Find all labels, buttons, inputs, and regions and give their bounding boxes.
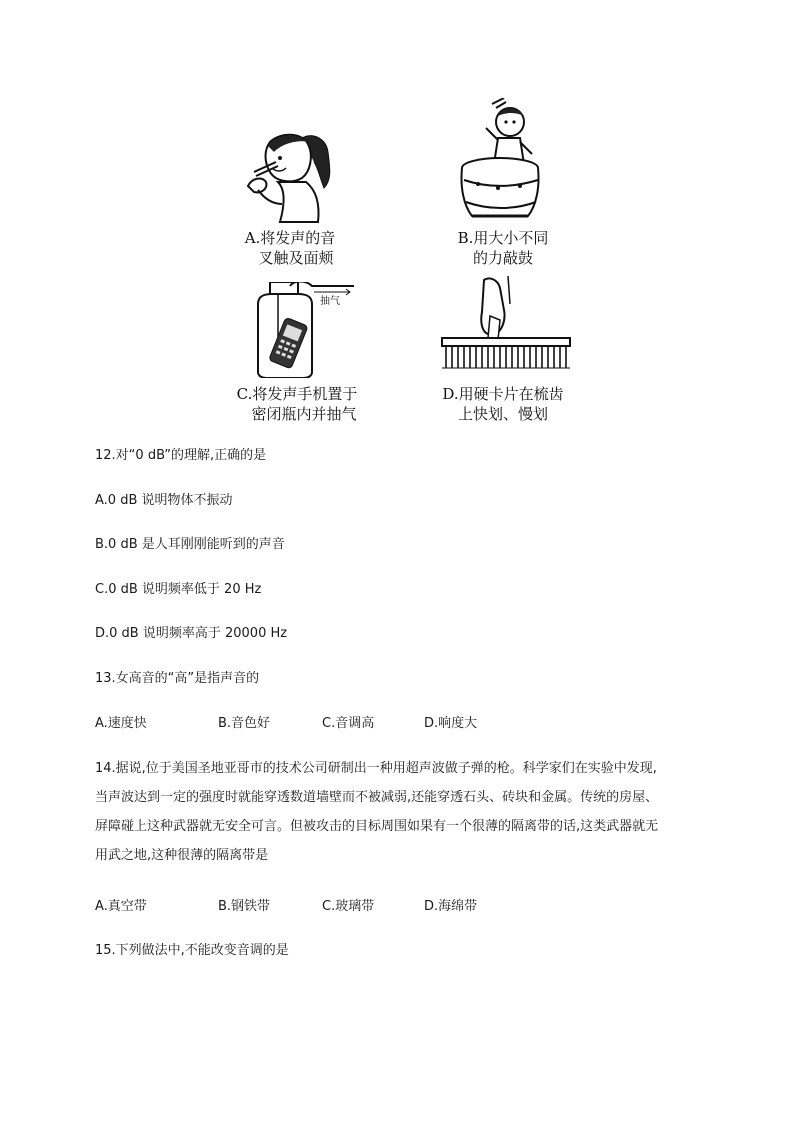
q14-line-3: 屏障碰上这种武器就无安全可言。但被攻击的目标周围如果有一个很薄的隔离带的话,这类武器就无 [95,819,659,834]
figure-c-caption: C.将发声手机置于 密闭瓶内并抽气 [236,385,358,423]
q14-stem [95,754,705,870]
q14-option-a[interactable]: A.真空带 [95,899,147,914]
figure-a-caption: A.将发声的音 叉触及面颊 [244,229,336,267]
q13-option-d[interactable]: D.响度大 [424,716,478,731]
q13-stem: 13.女高音的“高”是指声音的 [95,671,260,686]
q13-option-a[interactable]: A.速度快 [95,716,147,731]
q14-option-d[interactable]: D.海绵带 [424,899,478,914]
figure-b-boy-drum [458,98,548,224]
figure-b-caption: B.用大小不同 的力敲鼓 [457,229,549,267]
q14-line-4: 用武之地,这种很薄的隔离带是 [95,848,269,863]
q13-option-b[interactable]: B.音色好 [218,716,271,731]
q12-option-b[interactable]: B.0 dB 是人耳刚刚能听到的声音 [95,537,285,552]
q14-line-1: 14.据说,位于美国圣地亚哥市的技术公司研制出一种用超声波做子弹的枪。科学家们在实验中发现, [95,761,657,776]
figure-c-phone-bottle [250,282,360,378]
q12-stem: 12.对“0 dB”的理解,正确的是 [95,448,267,463]
q14-option-b[interactable]: B.钢铁带 [218,899,271,914]
q12-option-d[interactable]: D.0 dB 说明频率高于 20000 Hz [95,626,288,641]
q12-option-c[interactable]: C.0 dB 说明频率低于 20 Hz [95,582,262,597]
figure-d-card-comb [438,276,574,372]
q15-stem: 15.下列做法中,不能改变音调的是 [95,943,289,958]
figure-d-caption: D.用硬卡片在梳齿 上快划、慢划 [442,385,564,423]
figure-a-girl-tuning-fork [240,128,340,226]
q14-option-c[interactable]: C.玻璃带 [322,899,375,914]
q14-line-2: 当声波达到一定的强度时就能穿透数道墙壁而不被减弱,还能穿透石头、砖块和金属。传统的房屋、 [95,790,659,805]
q12-option-a[interactable]: A.0 dB 说明物体不振动 [95,493,233,508]
q13-option-c[interactable]: C.音调高 [322,716,375,731]
pump-label: 抽气 [320,296,340,307]
